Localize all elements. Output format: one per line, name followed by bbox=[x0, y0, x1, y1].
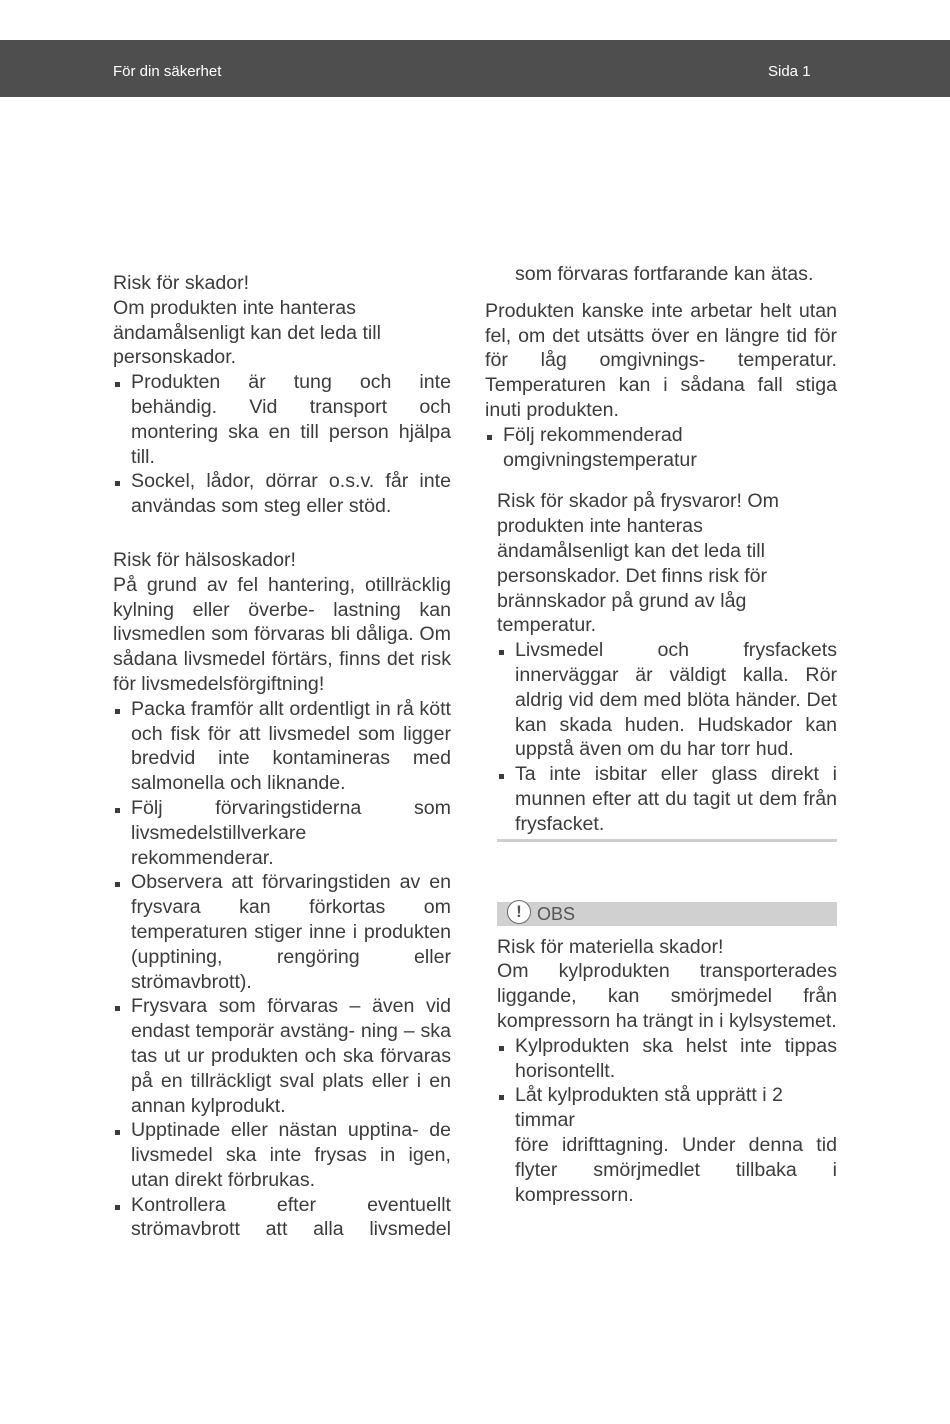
risk-injury-text: Om produkten inte hanteras ändamålsenligt kan det leda till personskador. bbox=[113, 296, 381, 369]
left-column bbox=[113, 271, 451, 1242]
section-title: För din säkerhet bbox=[113, 63, 222, 80]
temperature-list bbox=[485, 423, 837, 473]
continuation-text: som förvaras fortfarande kan ätas. bbox=[515, 263, 814, 285]
frozen-goods-text: Risk för skador på frysvaror! Om produkten inte hanteras ändamålsenligt kan det leda till personskador. Det finns risk för brännskador på grund av låg temperatur. bbox=[497, 490, 779, 637]
obs-bar bbox=[497, 902, 837, 926]
frozen-goods-list bbox=[497, 638, 837, 836]
frozen-goods-warning-box bbox=[497, 489, 837, 1207]
list-item: Frysvara som förvaras – även vid endast temporär avstäng- ning – ska tas ut ur produkten och ska förvaras på en tillräckligt sval plats eller i en annan kylprodukt. bbox=[113, 994, 451, 1118]
exclamation-circle-icon: ! bbox=[507, 900, 531, 924]
list-item: Kontrollera efter eventuellt strömavbrott att alla livsmedel bbox=[113, 1193, 451, 1243]
list-item: Följ förvaringstiderna som livsmedelstillverkare rekommenderar. bbox=[113, 796, 451, 870]
material-damage-list bbox=[497, 1034, 837, 1133]
risk-injury-list bbox=[113, 370, 451, 519]
material-damage-heading: Risk för materiella skador! bbox=[497, 935, 724, 958]
risk-injury-heading: Risk för skador! bbox=[113, 272, 250, 294]
box-divider bbox=[497, 839, 837, 842]
list-item: Ta inte isbitar eller glass direkt i munnen efter att du tagit ut dem från frysfacket. bbox=[497, 762, 837, 836]
list-item: Kylprodukten ska helst inte tippas horisontellt. bbox=[497, 1034, 837, 1084]
risk-health-list bbox=[113, 697, 451, 1243]
risk-health-text: På grund av fel hantering, otillräcklig kylning eller överbe- lastning kan livsmedlen som förvaras bli dåliga. Om sådana livsmedel förtärs, finns det risk för livsmedelsförgiftning! bbox=[113, 573, 451, 695]
temperature-text: Produkten kanske inte arbetar helt utan fel, om det utsätts över en längre tid för för låg omgivnings- temperatur. Temperaturen kan i sådana fall stiga inuti produkten. bbox=[485, 299, 837, 421]
list-item: Följ rekommenderad omgivningstemperatur bbox=[485, 423, 837, 473]
risk-health-heading: Risk för hälsoskador! bbox=[113, 548, 296, 571]
material-damage-text: Om kylprodukten transporterades liggande, kan smörjmedel från kompressorn ha trängt in i kylsystemet. bbox=[497, 960, 837, 1032]
list-item: Observera att förvaringstiden av en frysvara kan förkortas om temperaturen stiger inne i produkten (upptining, rengöring eller strömavbrott). bbox=[113, 870, 451, 994]
list-item: Livsmedel och frysfackets innerväggar är väldigt kalla. Rör aldrig vid dem med blöta händer. Det kan skada huden. Hudskador kan uppstå även om du har torr hud. bbox=[497, 638, 837, 762]
list-item: Produkten är tung och inte behändig. Vid transport och montering ska en till person hjälpa till. bbox=[113, 370, 451, 469]
material-damage-continuation: före idrifttagning. Under denna tid flyter smörjmedlet tillbaka i kompressorn. bbox=[515, 1133, 837, 1206]
list-item: Upptinade eller nästan upptina- de livsmedel ska inte frysas in igen, utan direkt förbrukas. bbox=[113, 1118, 451, 1192]
obs-label: OBS bbox=[537, 903, 576, 924]
page-number: Sida 1 bbox=[768, 63, 811, 80]
right-column bbox=[485, 262, 837, 1207]
page-header bbox=[0, 40, 950, 97]
list-item: Låt kylprodukten stå upprätt i 2 timmar bbox=[497, 1083, 837, 1133]
list-item: Packa framför allt ordentligt in rå kött och fisk för att livsmedel som ligger bredvid inte kontamineras med salmonella och liknande. bbox=[113, 697, 451, 796]
list-item: Sockel, lådor, dörrar o.s.v. får inte användas som steg eller stöd. bbox=[113, 469, 451, 519]
